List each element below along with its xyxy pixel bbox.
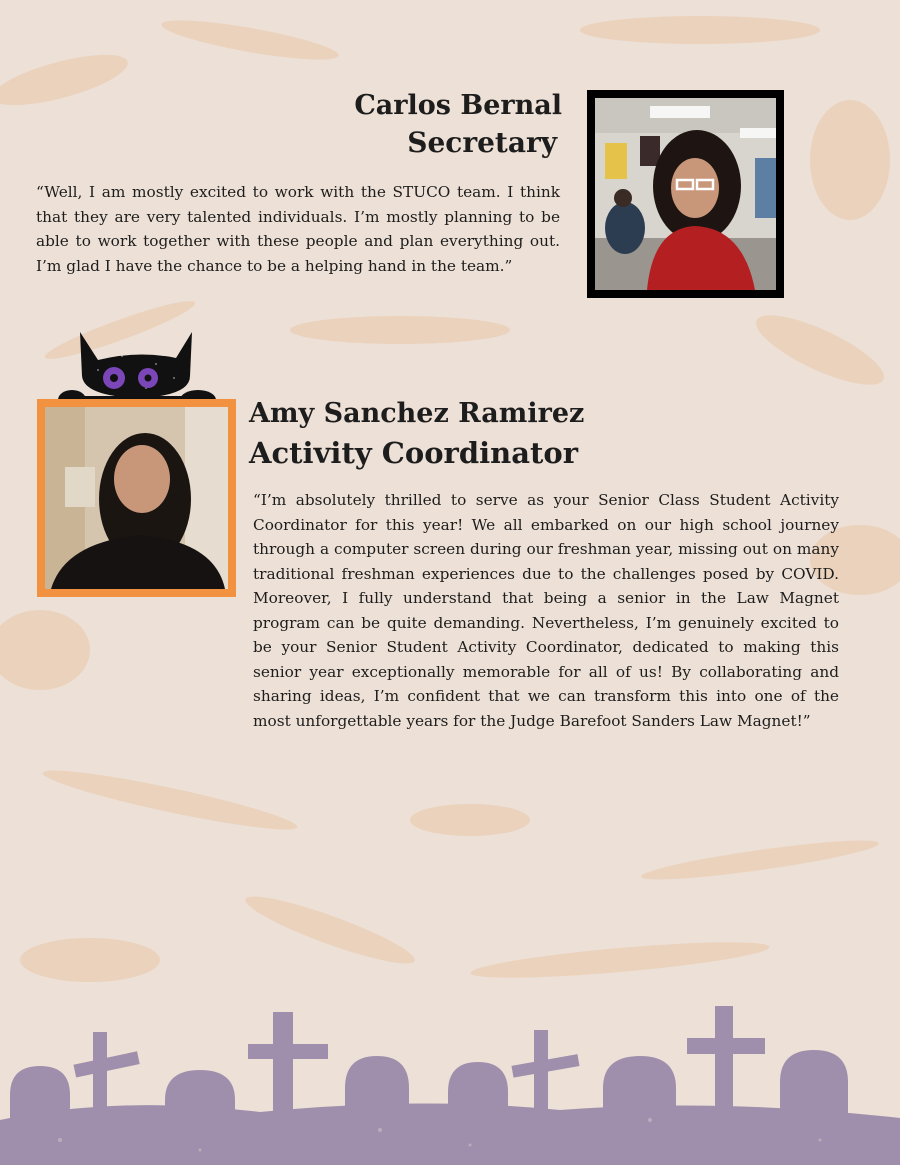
amy-photo — [37, 399, 236, 597]
officer-role: Activity Coordinator — [249, 436, 579, 470]
tombstone-icon — [448, 1062, 508, 1165]
officer-role: Secretary — [407, 126, 557, 159]
carlos-photo — [587, 90, 784, 298]
officer-quote: “I’m absolutely thrilled to serve as your Senior Class Student Activity Coordinator for this year! We all embarked on our high school journey through a computer screen during our freshman year, missing out on many traditional freshman experiences due to the challenges posed by COVID. Moreover, I fully understand that being a senior in the Law Magnet program can be quite demanding. Nevertheless, I’m genuinely excited to be your Senior Student Activity Coordinator, dedicated to making this senior year exceptionally memorable for all of us! By collaborating and sharing ideas, I’m confident that we can transform this into one of the most unforgettable years for the Judge Barefoot Sanders Law Magnet!” — [253, 491, 839, 730]
tombstone-icon — [603, 1056, 676, 1165]
graveyard-silhouette — [0, 1000, 900, 1165]
tombstone-icon — [780, 1050, 848, 1165]
officer-name: Amy Sanchez Ramirez — [249, 398, 585, 429]
officer-quote: “Well, I am mostly excited to work with the STUCO team. I think that they are very talented individuals. I’m mostly planning to be able to work together with these people and plan everything out. I’m glad I have the chance to be a helping hand in the team.” — [36, 183, 560, 275]
tombstone-icon — [345, 1056, 409, 1165]
tombstone-icon — [10, 1066, 70, 1165]
officer-name: Carlos Bernal — [354, 90, 562, 121]
